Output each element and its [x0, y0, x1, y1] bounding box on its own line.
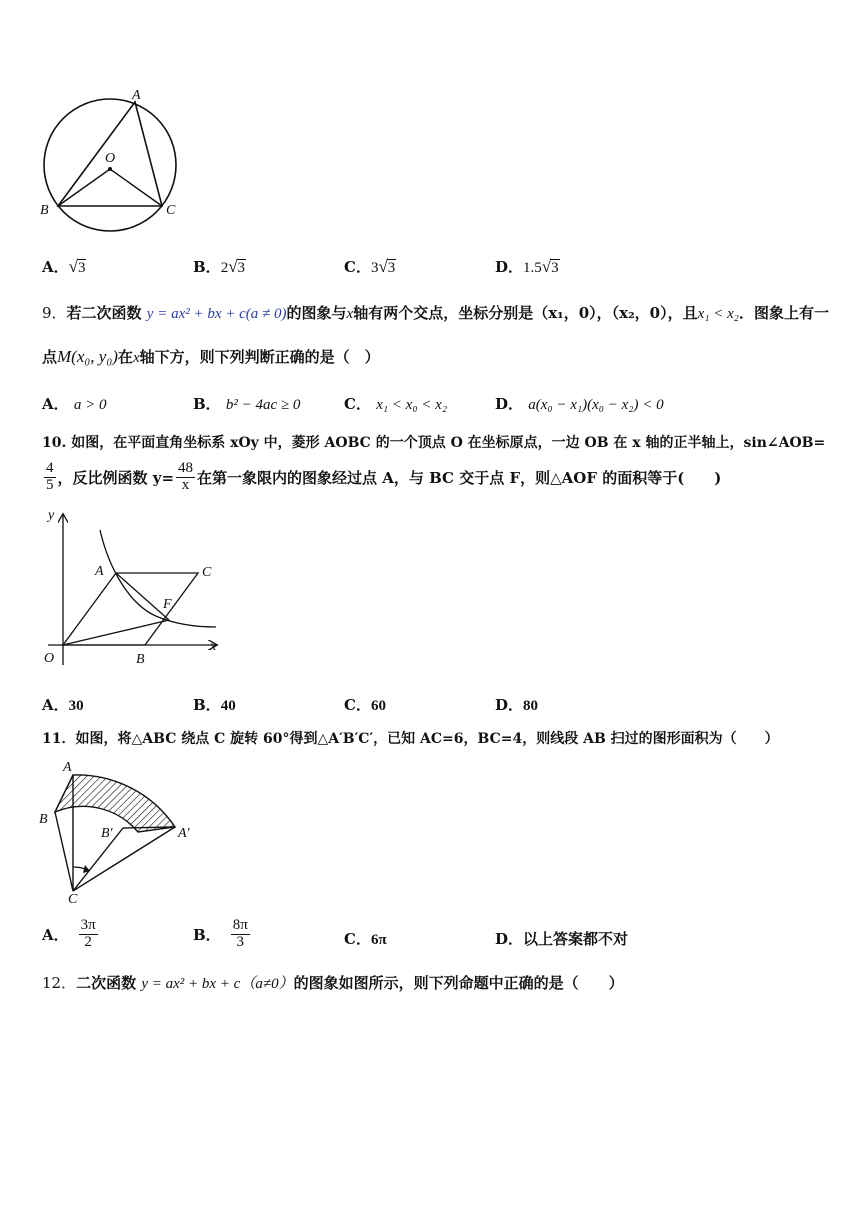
radicand: 3	[237, 260, 246, 276]
q9-number: 9．	[42, 304, 67, 322]
segment-a1c	[73, 827, 175, 891]
segments-ob-oc	[58, 169, 162, 206]
fraction-48-x: $\frac{48}{x}$	[178, 460, 194, 493]
q12-text: 12．二次函数 y = ax² + bx + c（a≠0）的图象如图所示，则下列命题中正确的是（ ）	[42, 974, 624, 992]
q9-option-c[interactable]: C． x₁ < x₀ < x₂	[344, 395, 448, 413]
q12-number: 12．	[42, 974, 77, 992]
q11-text: 11．如图，将△ABC 绕点 C 旋转 60°得到△A′B′C′，已知 AC=6，BC=4，则线段 AB 扫过的图形面积为（ ）	[42, 731, 779, 747]
fraction-4-5: $\frac{4}{5}$	[46, 460, 54, 493]
label-a: A	[95, 564, 104, 579]
q9-option-d[interactable]: D． a(x₀ − x₁)(x₀ − x₂) < 0	[495, 395, 664, 413]
segment-b1c	[73, 828, 123, 891]
option-letter: C．	[344, 258, 371, 276]
radicand: 3	[77, 260, 86, 276]
q11-option-a[interactable]: A． $\frac{3\pi}{2}$	[42, 917, 96, 950]
q8-option-c[interactable]: C．3√3	[344, 257, 396, 276]
label-b: B	[40, 203, 49, 218]
label-c: C	[166, 203, 176, 218]
option-letter: A．	[42, 258, 69, 276]
fraction-8pi-3: $\frac{8\pi}{3}$	[232, 917, 248, 950]
label-x: x	[210, 639, 217, 654]
option-letter: D．	[495, 258, 524, 276]
label-a: A	[63, 760, 72, 775]
q11-option-d[interactable]: D．以上答案都不对	[495, 930, 629, 948]
option-letter: B．	[193, 258, 221, 276]
radicand: 3	[551, 260, 559, 276]
label-c: C	[202, 565, 212, 580]
q9-option-a[interactable]: A． a > 0	[42, 395, 107, 413]
q10-option-d[interactable]: D．80	[495, 696, 539, 714]
q10-line1: 10. 如图，在平面直角坐标系 xOy 中，菱形 AOBC 的一个顶点 O 在坐标原点，一边 OB 在 x 轴的正半轴上，sin∠AOB=	[42, 435, 826, 451]
center-dot	[108, 167, 112, 171]
coef: 1.5	[523, 260, 542, 276]
q9-inequality: x₁ < x₂	[697, 306, 739, 322]
radicand: 3	[387, 260, 396, 276]
q9-option-b[interactable]: B． b² − 4ac ≥ 0	[193, 395, 301, 413]
segment-af	[116, 573, 169, 620]
rhombus-aobc	[63, 573, 198, 645]
q9-condition: (a ≠ 0)	[245, 306, 287, 322]
q10-option-b[interactable]: B．40	[193, 696, 236, 714]
q10-option-a[interactable]: A．30	[42, 696, 84, 714]
q12-condition: （a≠0）	[240, 976, 294, 992]
q8-option-a[interactable]: A．√3	[42, 257, 86, 276]
hyperbola	[100, 530, 216, 627]
segment-bc	[55, 812, 73, 891]
q11-option-c[interactable]: C．6π	[344, 930, 387, 948]
q12-function: y = ax² + bx + c	[141, 976, 241, 992]
q8-figure	[35, 85, 195, 235]
label-b: B	[136, 652, 145, 667]
q11-figure	[35, 757, 210, 905]
q11-option-b[interactable]: B． $\frac{8\pi}{3}$	[193, 917, 248, 950]
q9-line1: 9．若二次函数 y = ax² + bx + c(a ≠ 0)的图象与x轴有两个交点，坐标分别是（x₁，0），（x₂，0），且x₁ < x₂．图象上有一	[42, 304, 830, 322]
q9-function: y = ax² + bx + c	[146, 306, 246, 322]
label-f: F	[163, 597, 172, 612]
q9-point: M(x₀, y₀)	[57, 347, 118, 366]
q10-line2: $\frac{4}{5}$ ，反比例函数 y= $\frac{48}{x}$ 在第一象限内的图象经过点 A，与 BC 交于点 F，则△AOF 的面积等于( )	[46, 460, 722, 493]
label-y: y	[48, 508, 55, 523]
q8-option-d[interactable]: D．1.5√3	[495, 257, 559, 276]
q10-option-c[interactable]: C．60	[344, 696, 386, 714]
fraction-3pi-2: $\frac{3\pi}{2}$	[80, 917, 96, 950]
q8-option-b[interactable]: B．2√3	[193, 257, 246, 276]
coef: 3	[370, 260, 379, 276]
q9-line2: 点M(x₀, y₀)在x轴下方，则下列判断正确的是（ ）	[42, 347, 380, 366]
label-a-prime: A′	[178, 826, 190, 841]
label-c: C	[68, 892, 78, 905]
label-o: O	[44, 651, 55, 666]
label-a: A	[132, 88, 141, 103]
label-o: O	[105, 151, 116, 166]
q10-figure	[38, 505, 228, 670]
segment-a1b1	[123, 827, 175, 828]
coef: 2	[220, 260, 229, 276]
label-b-prime: B′	[101, 826, 113, 841]
label-b: B	[39, 812, 48, 827]
